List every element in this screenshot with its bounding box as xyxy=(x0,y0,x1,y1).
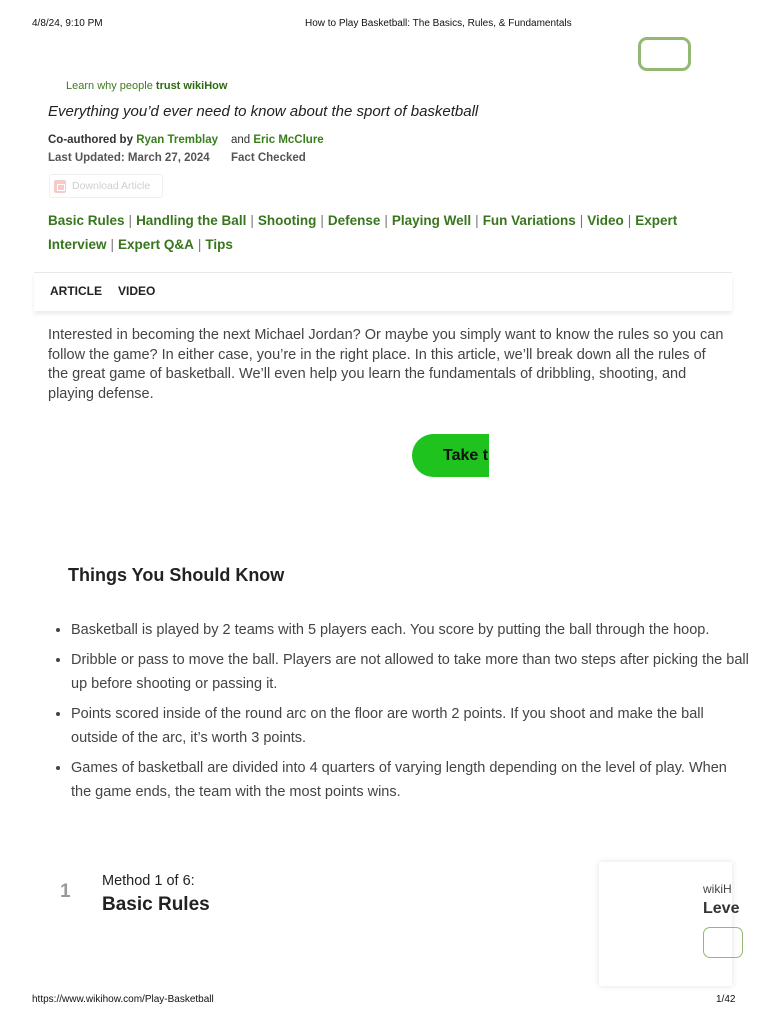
take-quiz-button[interactable]: Take t xyxy=(412,434,489,477)
trust-line xyxy=(66,80,227,92)
toc-separator: | xyxy=(475,213,479,228)
download-article-button[interactable] xyxy=(49,174,163,198)
toc-link[interactable]: Fun Variations xyxy=(482,213,576,228)
toc-link[interactable]: Expert Interview xyxy=(48,213,678,252)
author-link-1[interactable]: Ryan Tremblay xyxy=(136,134,219,146)
print-url: https://www.wikihow.com/Play-Basketball xyxy=(32,994,214,1005)
toc-separator: | xyxy=(627,213,632,228)
side-card xyxy=(599,862,740,986)
article-tab-bar xyxy=(34,272,732,311)
method-title: Basic Rules xyxy=(102,894,210,915)
toc-link[interactable]: Defense xyxy=(327,213,381,228)
toc-separator: | xyxy=(110,237,115,252)
toc-link[interactable]: Playing Well xyxy=(391,213,472,228)
list-item: • Points scored inside of the round arc on the floor are worth 2 points. If you shoot and make the ball outside of the arc, it’s worth 3 points. xyxy=(71,702,751,751)
list-item: • Dribble or pass to move the ball. Players are not allowed to take more than two steps after picking the ball up before shooting or passing it. xyxy=(71,648,751,697)
coauthored-label: Co-authored by xyxy=(48,134,133,146)
print-page-number: 1/42 xyxy=(716,994,736,1005)
list-item: • Basketball is played by 2 teams with 5 players each. You score by putting the ball through the hoop. xyxy=(71,618,751,643)
side-card-brand: wikiH xyxy=(703,882,732,896)
toc-link[interactable]: Tips xyxy=(205,237,233,252)
toc-link[interactable]: Video xyxy=(587,213,624,228)
table-of-contents xyxy=(48,209,718,257)
last-updated: Last Updated: March 27, 2024 xyxy=(48,152,210,164)
toc-separator: | xyxy=(197,237,202,252)
side-card-level: Leve xyxy=(703,900,740,917)
things-heading: Things You Should Know xyxy=(68,565,285,585)
method-label: Method 1 of 6: xyxy=(102,873,195,889)
print-datetime: 4/8/24, 9:10 PM xyxy=(32,18,103,29)
author-link-2[interactable]: Eric McClure xyxy=(253,134,324,146)
side-card-button[interactable] xyxy=(703,927,743,958)
tab-video[interactable]: VIDEO xyxy=(118,284,156,298)
list-item: • Games of basketball are divided into 4 quarters of varying length depending on the level of play. When the game ends, the team with the most points wins. xyxy=(71,756,751,805)
tab-article[interactable]: ARTICLE xyxy=(50,284,102,298)
trust-prefix: Learn why people xyxy=(66,80,156,92)
toc-separator: | xyxy=(579,213,584,228)
toc-link[interactable]: Expert Q&A xyxy=(118,237,194,252)
toc-separator: | xyxy=(384,213,388,228)
and-label: and xyxy=(231,134,251,146)
toc-separator: | xyxy=(320,213,324,228)
method-number: 1 xyxy=(60,881,71,902)
toc-link[interactable]: Shooting xyxy=(257,213,317,228)
download-label: Download Article xyxy=(72,180,151,192)
toc-separator: | xyxy=(128,213,133,228)
trust-link[interactable]: trust wikiHow xyxy=(155,80,228,92)
fact-checked-badge[interactable]: Fact Checked xyxy=(231,152,306,164)
pdf-icon xyxy=(54,180,66,193)
toc-separator: | xyxy=(250,213,254,228)
intro-paragraph: Interested in becoming the next Michael Jordan? Or maybe you simply want to know the rules so you can follow the game? In either case, you’re in the right place. In this article, we’ll break down all the rules of the great game of basketball. We’ll even help you learn the fundamentals of dribbling, shooting, and playing defense. xyxy=(48,327,724,402)
coauthor-line xyxy=(48,134,218,146)
article-tagline: Everything you’d ever need to know about the sport of basketball xyxy=(48,103,479,120)
coauthor-line-2 xyxy=(231,134,324,146)
toc-link[interactable]: Handling the Ball xyxy=(136,213,247,228)
print-title: How to Play Basketball: The Basics, Rules, & Fundamentals xyxy=(305,18,572,29)
header-outline-button[interactable] xyxy=(638,37,691,71)
toc-link[interactable]: Basic Rules xyxy=(48,213,125,228)
things-list xyxy=(48,618,751,810)
